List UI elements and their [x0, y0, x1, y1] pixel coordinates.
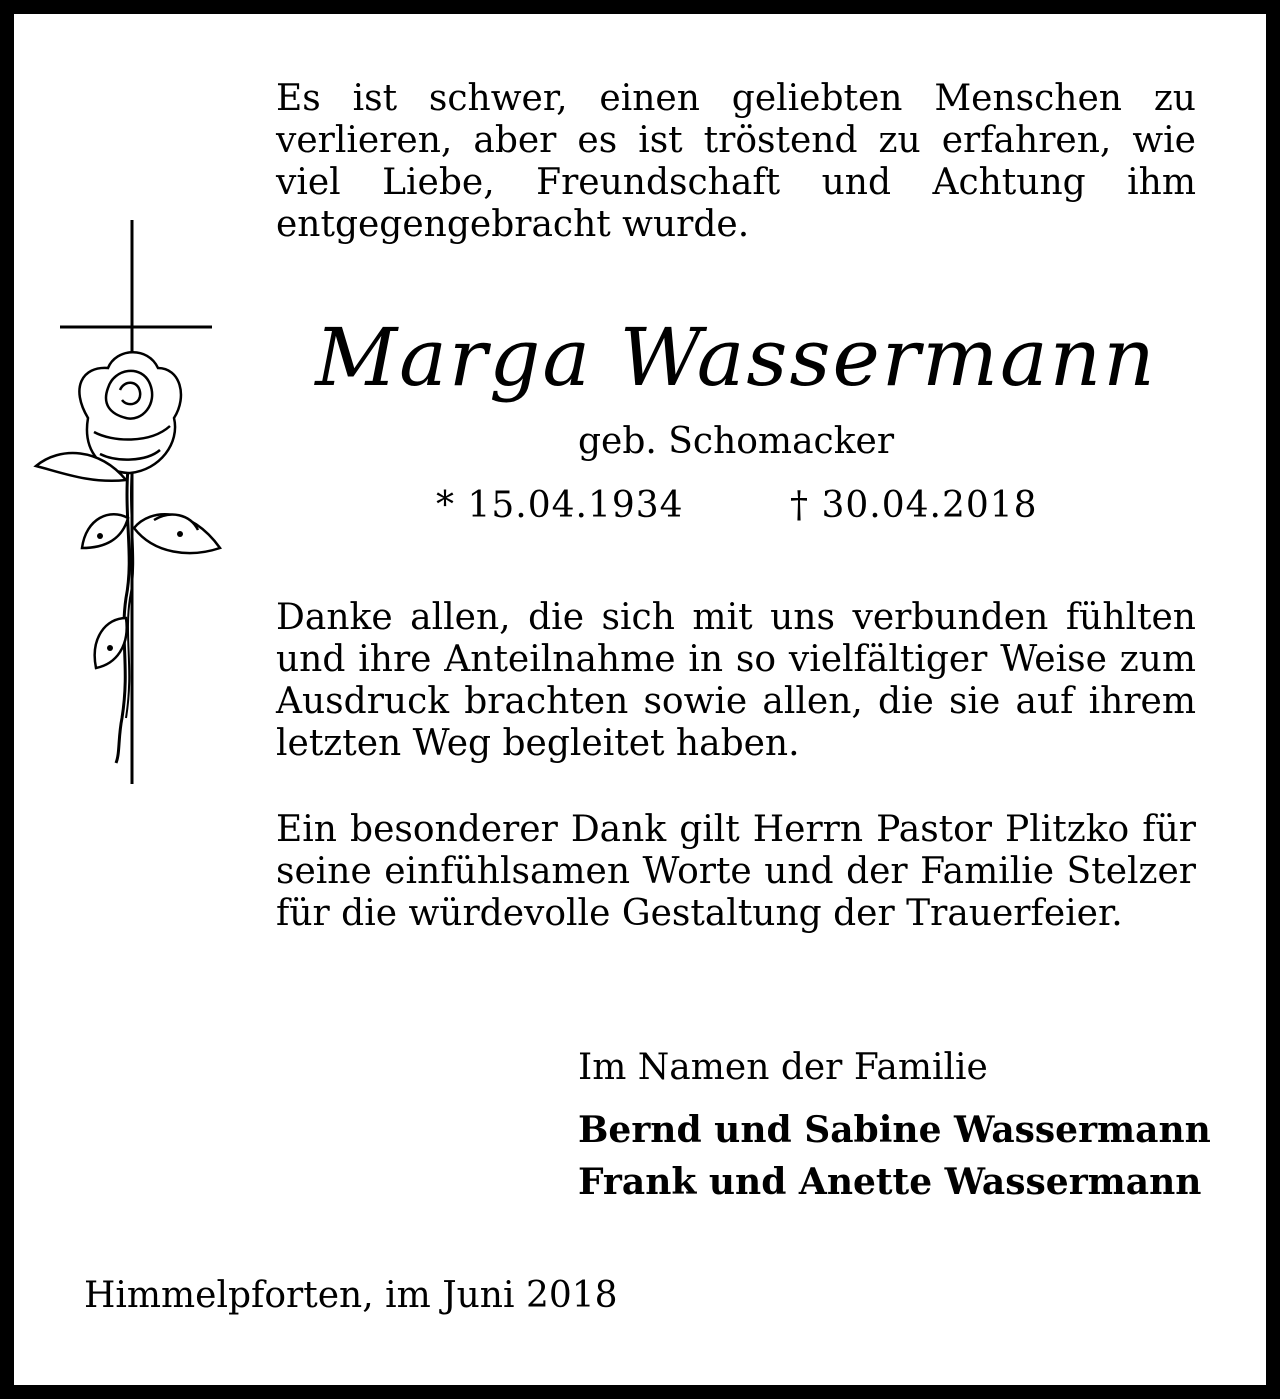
cross-with-rose-icon: [30, 218, 230, 788]
family-member-line: Bernd und Sabine Wassermann: [578, 1109, 1211, 1151]
place-and-date: Himmelpforten, im Juni 2018: [84, 1275, 618, 1316]
intro-paragraph: Es ist schwer, einen geliebten Menschen zu verlieren, aber es ist tröstend zu erfahren, wie viel Liebe, Freundschaft und Achtung ihm entgegengebracht wurde.: [276, 78, 1196, 245]
family-intro: Im Namen der Familie: [578, 1047, 988, 1088]
deceased-name: Marga Wassermann: [315, 311, 1157, 404]
birth-date: * 15.04.1934: [436, 485, 684, 526]
maiden-name: geb. Schomacker: [577, 421, 895, 462]
thanks-paragraph: Danke allen, die sich mit uns verbunden fühlten und ihre Anteilnahme in so vielfältiger Weise zum Ausdruck brachten sowie allen, die sie auf ihrem letzten Weg begleitet haben.: [276, 597, 1196, 764]
special-thanks-paragraph: Ein besonderer Dank gilt Herrn Pastor Plitzko für seine einfühlsamen Worte und der Familie Stelzer für die würdevolle Gestaltung der Trauerfeier.: [276, 809, 1196, 934]
death-date: † 30.04.2018: [790, 485, 1038, 526]
family-member-line: Frank und Anette Wassermann: [578, 1161, 1202, 1203]
